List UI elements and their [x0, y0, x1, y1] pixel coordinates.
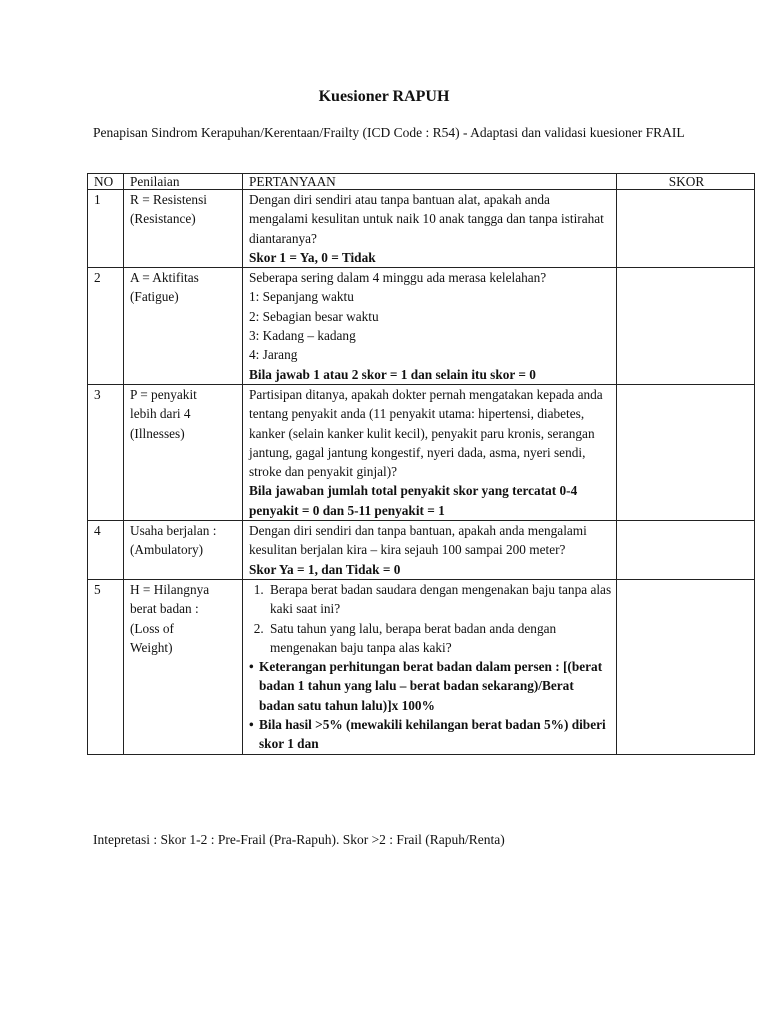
assessment-line: (Loss of: [130, 620, 174, 636]
table-row: [88, 384, 755, 520]
answer-option: 1: Sepanjang waktu: [249, 289, 354, 305]
table-row: [88, 268, 755, 385]
header-pertanyaan: PERTANYAAN: [243, 174, 617, 190]
header-skor: SKOR: [617, 174, 755, 190]
answer-option: 2: Sebagian besar waktu: [249, 308, 379, 324]
score-cell[interactable]: [617, 521, 755, 580]
score-cell[interactable]: [617, 579, 755, 754]
bullet-note-text: Keterangan perhitungan berat badan dalam persen : [(berat badan 1 tahun yang lalu – berat badan sekarang)/Berat badan satu tahun lalu)]x 100%: [259, 659, 603, 713]
bullet-note-text: Bila hasil >5% (mewakili kehilangan berat badan 5%) diberi skor 1 dan: [259, 717, 606, 752]
assessment-line: R = Resistensi: [130, 192, 207, 207]
table-row: [88, 521, 755, 580]
assessment-line: H = Hilangnya: [130, 581, 210, 597]
page-title: Kuesioner RAPUH: [318, 88, 450, 105]
row-number: 4: [88, 521, 124, 580]
scoring-rule: Bila jawab 1 atau 2 skor = 1 dan selain itu skor = 0: [249, 366, 536, 382]
assessment-line: P = penyakit: [130, 386, 197, 402]
intro-text: Penapisan Sindrom Kerapuhan/Kerentaan/Frailty (ICD Code : R54) - Adaptasi dan validasi kuesioner FRAIL: [93, 125, 685, 140]
questionnaire-table: [87, 173, 755, 755]
scoring-rule: Bila jawaban jumlah total penyakit skor yang tercatat 0-4 penyakit = 0 dan 5-11 penyakit = 1: [249, 483, 578, 518]
row-number: 3: [88, 384, 124, 520]
assessment-line: lebih dari 4: [130, 406, 191, 422]
table-row: [88, 579, 755, 754]
answer-option: 3: Kadang – kadang: [249, 328, 356, 344]
header-no: NO: [88, 174, 124, 190]
assessment-line: A = Aktifitas: [130, 270, 199, 286]
row-question: [243, 521, 617, 580]
row-question: [243, 190, 617, 268]
table-row: [88, 190, 755, 268]
bullet-note-list: [249, 657, 612, 753]
row-number: 5: [88, 579, 124, 754]
bullet-icon: •: [249, 659, 254, 675]
question-text: Dengan diri sendiri dan tanpa bantuan, apakah anda mengalami kesulitan berjalan kira – kira sejauh 100 sampai 200 meter?: [249, 523, 587, 558]
score-cell[interactable]: [617, 190, 755, 268]
scoring-rule: Skor 1 = Ya, 0 = Tidak: [249, 249, 376, 265]
row-number: 1: [88, 190, 124, 268]
assessment-line: Usaha berjalan :: [130, 523, 217, 539]
numbered-question: 2. Satu tahun yang lalu, berapa berat badan anda dengan mengenakan baju tanpa alas kaki?: [267, 619, 612, 658]
numbered-question-list: [249, 580, 612, 657]
question-text: Dengan diri sendiri atau tanpa bantuan alat, apakah anda mengalami kesulitan untuk naik 10 anak tangga dan tanpa istirahat diantaranya?: [249, 192, 604, 246]
assessment-line: (Fatigue): [130, 289, 179, 305]
row-assessment: [124, 384, 243, 520]
header-penilaian: Penilaian: [124, 174, 243, 190]
answer-option: 4: Jarang: [249, 347, 298, 363]
row-number: 2: [88, 268, 124, 385]
interpretation-text: Intepretasi : Skor 1-2 : Pre-Frail (Pra-Rapuh). Skor >2 : Frail (Rapuh/Renta): [93, 832, 505, 847]
assessment-line: (Resistance): [130, 211, 196, 227]
numbered-question: 1. Berapa berat badan saudara dengan mengenakan baju tanpa alas kaki saat ini?: [267, 580, 612, 619]
row-assessment: [124, 579, 243, 754]
bullet-note: [249, 715, 612, 754]
row-assessment: [124, 190, 243, 268]
score-cell[interactable]: [617, 384, 755, 520]
row-question: [243, 579, 617, 754]
question-text: Seberapa sering dalam 4 minggu ada merasa kelelahan?: [249, 270, 547, 286]
question-text: Partisipan ditanya, apakah dokter pernah mengatakan kepada anda tentang penyakit anda (11 penyakit utama: hipertensi, diabetes, kanker (selain kanker kulit kecil), penyakit paru kronis, serangan jantung, gagal jantung kongestif, nyeri dada, asma, nyeri sendi, stroke dan penyakit ginjal)?: [249, 386, 603, 480]
row-question: [243, 268, 617, 385]
assessment-line: berat badan :: [130, 601, 199, 617]
scoring-rule: Skor Ya = 1, dan Tidak = 0: [249, 561, 401, 577]
bullet-note: [249, 657, 612, 715]
bullet-icon: •: [249, 717, 254, 733]
row-assessment: [124, 521, 243, 580]
assessment-line: (Illnesses): [130, 425, 185, 441]
row-question: [243, 384, 617, 520]
assessment-line: (Ambulatory): [130, 542, 204, 558]
assessment-line: Weight): [130, 639, 173, 655]
table-header-row: [88, 174, 755, 190]
score-cell[interactable]: [617, 268, 755, 385]
row-assessment: [124, 268, 243, 385]
